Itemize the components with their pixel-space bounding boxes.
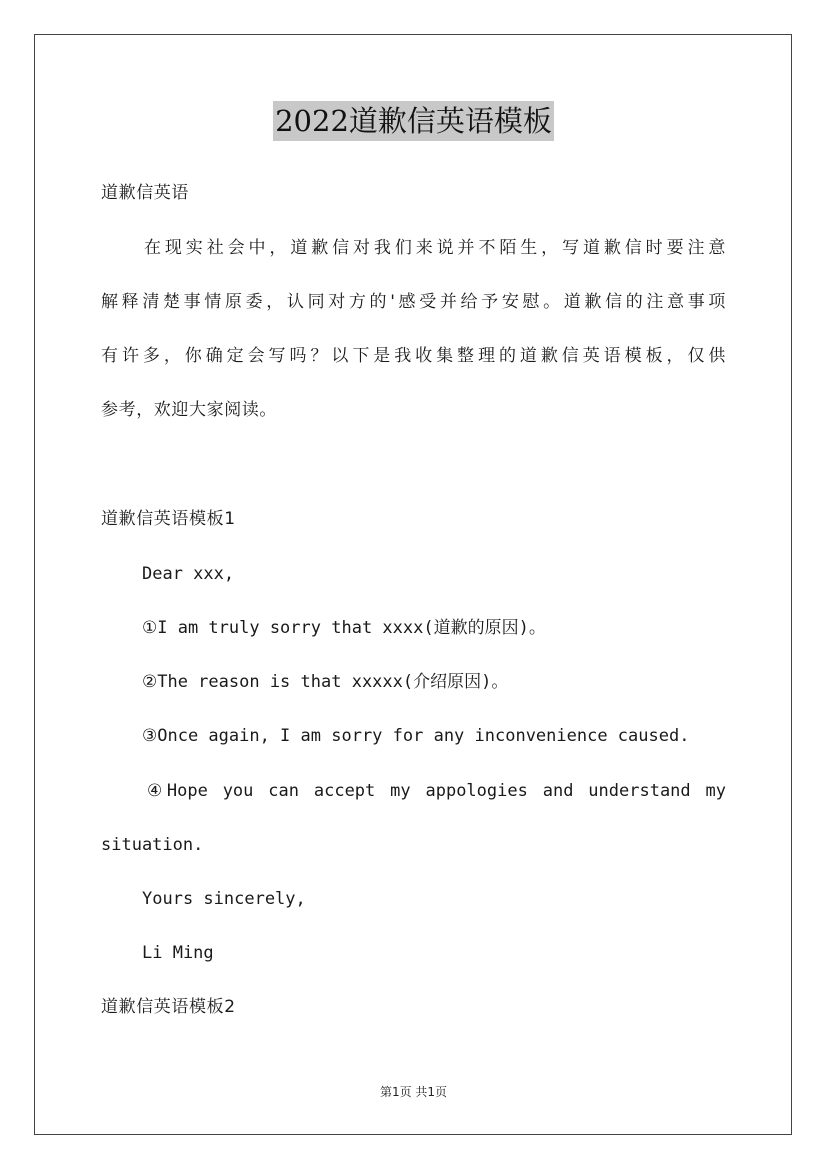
intro-line-3: 有许多，你确定会写吗？以下是我收集整理的道歉信英语模板，仅供	[101, 346, 726, 366]
point-4-line-2: situation.	[101, 835, 204, 855]
title-container	[0, 101, 827, 141]
point-1: ①I am truly sorry that xxxx(道歉的原因)。	[142, 618, 546, 638]
section-heading: 道歉信英语	[101, 183, 189, 203]
point-2: ②The reason is that xxxxx(介绍原因)。	[142, 672, 509, 692]
signature: Li Ming	[142, 943, 214, 963]
template1-heading: 道歉信英语模板1	[101, 509, 236, 529]
intro-line-4: 参考，欢迎大家阅读。	[101, 400, 277, 420]
intro-line-1: 在现实社会中，道歉信对我们来说并不陌生，写道歉信时要注意	[144, 238, 726, 258]
document-title: 2022道歉信英语模板	[273, 101, 554, 141]
point-3: ③Once again, I am sorry for any inconvenience caused.	[142, 726, 690, 746]
closing: Yours sincerely,	[142, 889, 306, 909]
salutation: Dear xxx,	[142, 564, 235, 584]
page-footer: 第1页 共1页	[379, 1085, 448, 1099]
template2-heading: 道歉信英语模板2	[101, 997, 236, 1017]
intro-line-2: 解释清楚事情原委，认同对方的'感受并给予安慰。道歉信的注意事项	[101, 292, 726, 312]
point-4-line-1: ④Hope you can accept my appologies and understand my	[147, 781, 726, 801]
